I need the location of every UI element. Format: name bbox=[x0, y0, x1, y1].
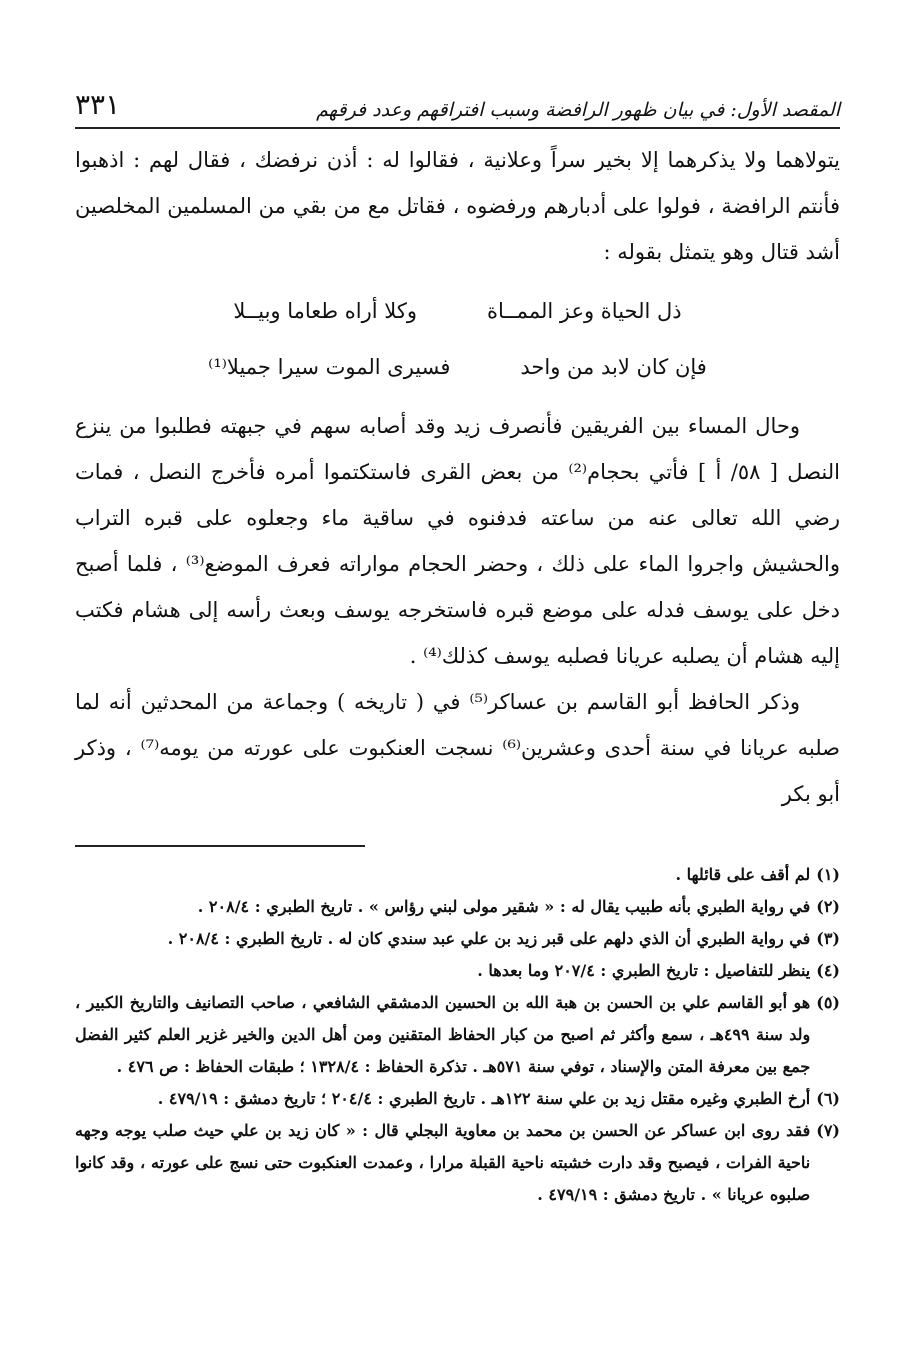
verse-2 bbox=[75, 339, 840, 395]
footnote-number: (١) bbox=[816, 865, 840, 884]
footnote bbox=[75, 891, 840, 923]
footnote bbox=[75, 987, 840, 1083]
footnotes bbox=[75, 859, 840, 1211]
footnote-text: في رواية الطبري أن الذي دلهم على قبر زيد بن علي عبد سندي كان له . تاريخ الطبري : ٢٠٨/٤ . bbox=[167, 929, 811, 948]
footnote-number: (٣) bbox=[816, 929, 840, 948]
footnote bbox=[75, 923, 840, 955]
footnote-separator-wrap bbox=[75, 817, 840, 859]
main-text bbox=[75, 137, 840, 817]
verse-2-second-hemistich: فسيرى الموت سيرا جميلا⁽¹⁾ bbox=[208, 355, 451, 379]
verse-1 bbox=[75, 283, 840, 339]
paragraph-1: يتولاهما ولا يذكرهما إلا بخير سراً وعلانية ، فقالوا له : أذن نرفضك ، فقال لهم : اذهبوا فأنتم الرافضة ، فولوا على أدبارهم ورفضوه ، فقاتل مع من بقي من المسلمين المخلصين أشد قتال وهو يتمثل بقوله : bbox=[75, 148, 840, 264]
running-head: المقصد الأول: في بيان ظهور الرافضة وسبب افتراقهم وعدد فرقهم bbox=[316, 99, 840, 121]
footnote-number: (٧) bbox=[816, 1121, 840, 1140]
footnote-number: (٢) bbox=[816, 897, 840, 916]
verse-2-first-hemistich: فإن كان لابد من واحد bbox=[520, 355, 707, 379]
footnote-number: (٦) bbox=[816, 1089, 840, 1108]
footnote bbox=[75, 1083, 840, 1115]
footnote-separator bbox=[75, 845, 365, 847]
poem bbox=[75, 283, 840, 395]
page-number: ٣٣١ bbox=[75, 88, 121, 121]
footnote bbox=[75, 955, 840, 987]
footnote-text: لم أقف على قائلها . bbox=[675, 865, 811, 884]
footnote-text: ينظر للتفاصيل : تاريخ الطبري : ٢٠٧/٤ وما بعدها . bbox=[477, 961, 811, 980]
footnote-text: هو أبو القاسم علي بن الحسن بن هبة الله بن الحسين الدمشقي الشافعي ، صاحب التصانيف والتاريخ الكبير ، ولد سنة ٤٩٩هـ ، سمع وأكثر ثم اصبح من كبار الحفاظ المتقنين ومن أهل الدين والخير غزير العلم كثير الفضل جمع بين معرفة المتن والإسناد ، توفي سنة ٥٧١هـ . تذكرة الحفاظ : ١٣٢٨/٤ ؛ طبقات الحفاظ : ص ٤٧٦ . bbox=[75, 993, 811, 1076]
footnote-text: فقد روى ابن عساكر عن الحسن بن محمد بن معاوية البجلي قال : « كان زيد بن علي حيث صلب يوجه وجهه ناحية الفرات ، فيصبح وقد دارت خشبته ناحية القبلة مرارا ، وعمدت العنكبوت حتى نسج على عورته ، وقد كانوا صلبوه عريانا » . تاريخ دمشق : ٤٧٩/١٩ . bbox=[75, 1121, 811, 1204]
footnote bbox=[75, 859, 840, 891]
book-page bbox=[75, 75, 840, 1211]
paragraph-2: وحال المساء بين الفريقين فأنصرف زيد وقد أصابه سهم في جبهته فطلبوا من ينزع النصل [ ٥٨/ أ ] فأتي بحجام⁽²⁾ من بعض القرى فاستكتموا أمره فأخرج النصل ، فمات رضي الله تعالى عنه من ساعته فدفنوه في ساقية ماء وجعلوه على قبره التراب والحشيش واجروا الماء على ذلك ، وحضر الحجام مواراته فعرف الموضع⁽³⁾ ، فلما أصبح دخل على يوسف فدله على موضع قبره فاستخرجه يوسف وبعث رأسه إلى هشام فكتب إليه هشام أن يصلبه عريانا فصلبه يوسف كذلك⁽⁴⁾ . bbox=[75, 414, 840, 668]
paragraph-3: وذكر الحافظ أبو القاسم بن عساكر⁽⁵⁾ في ( تاريخه ) وجماعة من المحدثين أنه لما صلبه عريانا في سنة أحدى وعشرين⁽⁶⁾ نسجت العنكبوت على عورته من يومه⁽⁷⁾ ، وذكر أبو بكر bbox=[75, 690, 840, 806]
footnote-number: (٤) bbox=[816, 961, 840, 980]
verse-1-first-hemistich: ذل الحياة وعز الممــاة bbox=[486, 299, 682, 323]
verse-1-second-hemistich: وكلا أراه طعاما وبيــلا bbox=[233, 299, 417, 323]
footnote-text: في رواية الطبري بأنه طبيب يقال له : « شقير مولى لبني رؤاس » . تاريخ الطبري : ٢٠٨/٤ . bbox=[197, 897, 811, 916]
footnote bbox=[75, 1115, 840, 1211]
footnote-text: أرخ الطبري وغيره مقتل زيد بن علي سنة ١٢٢هـ . تاريخ الطبري : ٢٠٤/٤ ؛ تاريخ دمشق : ٤٧٩/١٩ . bbox=[157, 1089, 811, 1108]
page-header bbox=[75, 75, 840, 129]
footnote-number: (٥) bbox=[816, 993, 840, 1012]
